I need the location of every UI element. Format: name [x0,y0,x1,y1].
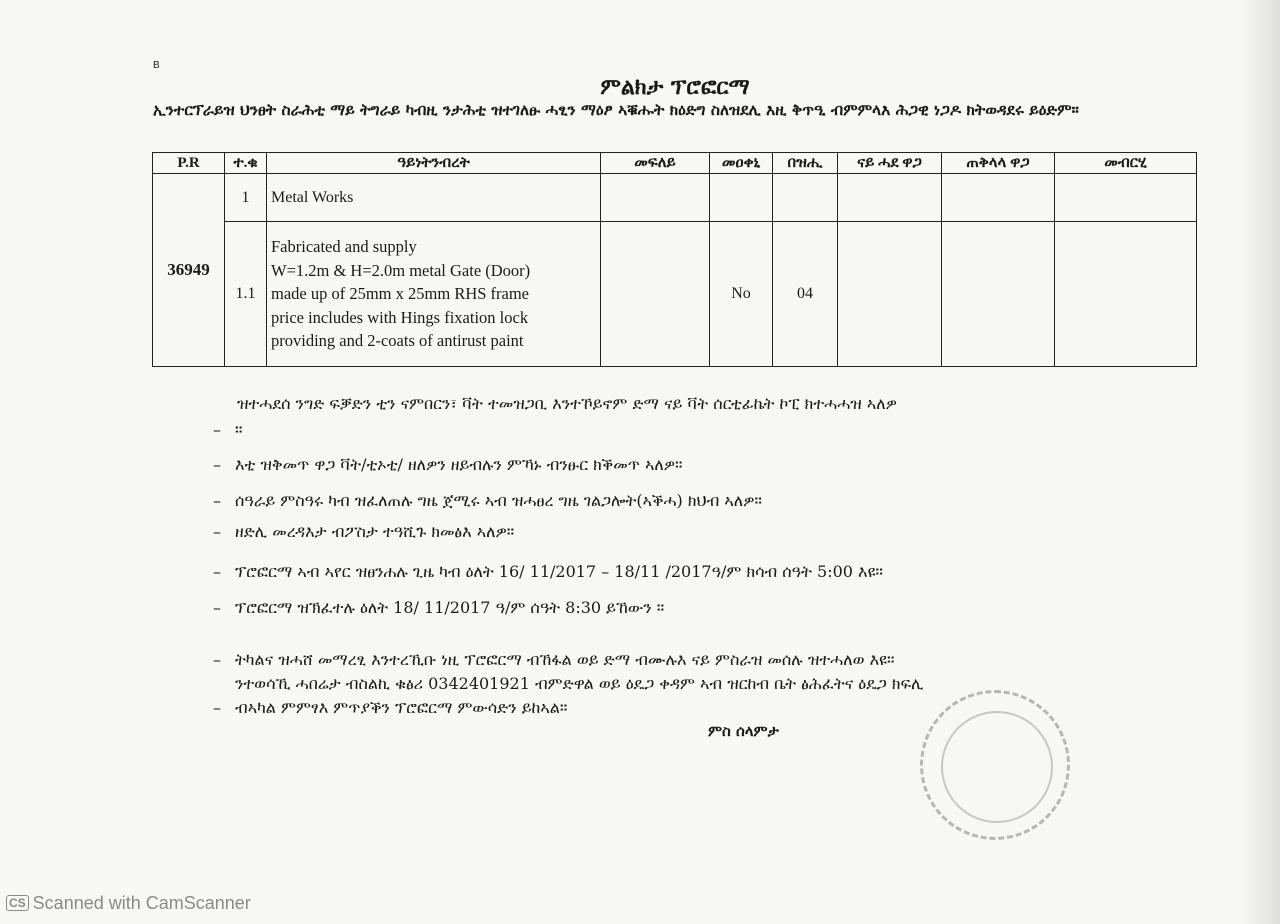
note-opening-date: – ፕሮፎርማ ዝኽፈተሉ ዕለት 18/ 11/2017 ዓ/ም ሰዓት 8:30 ይኸውን ። [213,598,665,617]
description-line: providing and 2-coats of antirust paint [271,331,524,351]
note-text: ፕሮፎርማ ዝኽፈተሉ ዕለት 18/ 11/2017 ዓ/ም ሰዓት 8:30 ይኸውን ። [235,598,665,617]
header-description: ዓይነትንብረት [267,153,601,174]
note-text: ፕሮፎርማ ኣብ ኣየር ዝፀንሐሉ ጊዜ ካብ ዕለት 16/ 11/2017 – 18/11 /2017ዓ/ም ክሳብ ሰዓት 5:00 እዩ። [235,562,883,581]
note-text: እቲ ዝቅመጥ ዋጋ ቫት/ቲኦቲ/ ዘለዎን ዘይብሉን ምኻኑ ብንፁር ክቕመጥ ኣለዎ። [235,455,683,474]
item-no: 1.1 [225,222,267,367]
camscanner-label: Scanned with CamScanner [32,893,251,913]
corner-mark: B [153,60,160,71]
item-total [942,222,1055,367]
item-unit [710,174,773,222]
closing-greeting: ምስ ሰላምታ [708,722,779,740]
note-sealed-envelope: – ዘድሊ መረዳእታ ብፖስታ ተዓሺጉ ክመፅእ ኣለዎ። [213,522,515,541]
description-line: price includes with Hings fixation lock [271,307,529,327]
note-text: ትካልና ዝሓሸ መማረፂ እንተረኺቡ ነዚ ፕሮፎርማ ብኸፋል ወይ ድማ ብሙሉእ ናይ ምስራዝ መሰሉ ዝተሓለወ እዩ። [235,650,895,669]
header-item-no: ተ.ቁ [225,153,267,174]
header-unit-price: ናይ ሓደ ዋጋ [838,153,942,174]
pr-number: 36949 [153,174,225,367]
item-remark [1055,222,1197,367]
description-line: W=1.2m & H=2.0m metal Gate (Door) [271,260,531,280]
item-total [942,174,1055,222]
note-text: ብኣካል ምምፃእ ምጥያቕን ፕሮፎርማ ምውሳድን ይከኣል። [235,698,568,717]
proforma-table [152,152,1197,367]
document-title: ምልክታ ፕሮፎርማ [600,74,750,100]
note-license: ዝተሓደሰ ንግድ ፍቓድን ቲን ናምበርን፣ ቫት ተመዝጋቢ እንተኾይኖም ድማ ናይ ቫት ሰርቲፊኬት ኮፒ ክተሓሓዝ ኣለዎ [237,394,897,413]
intro-paragraph: ኢንተርፕራይዝ ህንፀት ስራሕቲ ማይ ትግራይ ካብዚ ንታሕቲ ዝተገለፁ ሓፂን ማዕፆ ኣቑሑት ክዕድግ ስለዝደሊ እዚ ቅጥዒ ብምምላእ ሕጋዊ ነጋዶ ክትወዳደሩ ይዕድም። [153,100,1079,119]
description-line: made up of 25mm x 25mm RHS frame [271,284,530,304]
item-no: 1 [225,174,267,222]
note-contact: ንተወሳኺ ሓበሬታ ብስልኪ ቁፅሪ 0342401921 ብምድዋል ወይ ዕዴጋ ቀዳም ኣብ ዝርከብ ቤት ፅሕፈትና ዕዴጋ ክፍሊ [235,674,924,693]
item-remark [1055,174,1197,222]
item-description [267,222,601,367]
header-quantity: በዝሒ [773,153,838,174]
page-edge-shadow [1240,0,1280,924]
note-text: ዘድሊ መረዳእታ ብፖስታ ተዓሺጉ ክመፅእ ኣለዎ። [235,522,515,541]
table-header-row [153,153,1197,174]
item-spec [601,222,710,367]
table-row [153,174,1197,222]
item-qty [773,174,838,222]
item-unit-price [838,174,942,222]
note-rights: – ትካልና ዝሓሸ መማረፂ እንተረኺቡ ነዚ ፕሮፎርማ ብኸፋል ወይ ድማ ብሙሉእ ናይ ምስራዝ መሰሉ ዝተሓለወ እዩ። [213,650,895,669]
camscanner-watermark [6,893,251,914]
description-line: Fabricated and supply [271,237,417,257]
note-in-person: – ብኣካል ምምፃእ ምጥያቕን ፕሮፎርማ ምውሳድን ይከኣል። [213,698,568,717]
seal-inner-ring [941,711,1053,823]
header-total-price: ጠቅላላ ዋጋ [942,153,1055,174]
note-vat: – እቲ ዝቅመጥ ዋጋ ቫት/ቲኦቲ/ ዘለዎን ዘይብሉን ምኻኑ ብንፁር ክቕመጥ ኣለዎ። [213,455,683,474]
header-specification: መፍለይ [601,153,710,174]
item-qty: 04 [773,222,838,367]
header-pr: P.R [153,153,225,174]
item-unit-price [838,222,942,367]
note-delivery: – ሰዓራይ ምስዓሩ ካብ ዝፈለጠሉ ግዜ ጀሚሩ ኣብ ዝሓፀረ ግዜ ገልጋሎት(ኣቕሓ) ክህብ ኣለዎ። [213,491,762,510]
header-unit: መዐቀኒ [710,153,773,174]
item-unit: No [710,222,773,367]
note-open-period: – ፕሮፎርማ ኣብ ኣየር ዝፀንሐሉ ጊዜ ካብ ዕለት 16/ 11/2017 – 18/11 /2017ዓ/ም ክሳብ ሰዓት 5:00 እዩ። [213,562,883,581]
note-license-end: – ። [213,420,243,439]
note-text: ። [235,420,243,439]
item-description: Metal Works [267,174,601,222]
camscanner-logo-icon: CS [6,895,29,911]
note-text: ሰዓራይ ምስዓሩ ካብ ዝፈለጠሉ ግዜ ጀሚሩ ኣብ ዝሓፀረ ግዜ ገልጋሎት(ኣቕሓ) ክህብ ኣለዎ። [235,491,762,510]
header-remark: መብርሂ [1055,153,1197,174]
official-seal-stamp [920,690,1070,840]
table-row [153,222,1197,367]
item-spec [601,174,710,222]
